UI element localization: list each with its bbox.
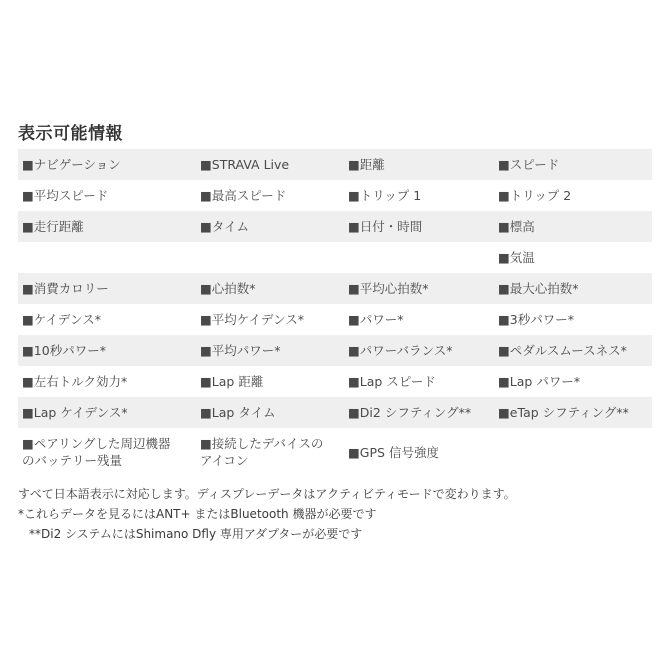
feature-label: ■接続したデバイスの: [200, 436, 324, 451]
feature-label: ■トリップ 2: [498, 188, 572, 203]
table-cell: [494, 404, 652, 421]
table-row: [18, 304, 652, 335]
table-cell: [344, 373, 494, 390]
table-row: [18, 149, 652, 180]
table-row: [18, 366, 652, 397]
feature-label: ■距離: [348, 157, 385, 172]
feature-label: ■平均心拍数*: [348, 281, 429, 296]
table-cell: [344, 404, 494, 421]
table-cell: [18, 342, 196, 359]
feature-label: ■タイム: [200, 219, 250, 234]
table-row: [18, 397, 652, 428]
table-cell: [344, 444, 494, 461]
table-cell: [18, 156, 196, 173]
feature-label: ■Di2 シフティング**: [348, 405, 472, 420]
feature-label: アイコン: [200, 453, 249, 468]
feature-label: のバッテリー残量: [22, 453, 123, 468]
table-cell: [196, 187, 344, 204]
table-cell: [196, 373, 344, 390]
table-cell: [494, 218, 652, 235]
feature-label: ■消費カロリー: [22, 281, 109, 296]
feature-label: ■走行距離: [22, 219, 84, 234]
feature-label: ■心拍数*: [200, 281, 256, 296]
table-cell: [494, 280, 652, 297]
table-row: [18, 180, 652, 211]
feature-label: ■パワーバランス*: [348, 343, 453, 358]
feature-label: ■標高: [498, 219, 535, 234]
section-title: 表示可能情報: [18, 124, 123, 144]
note-di2-requirement: **Di2 システムにはShimano Dfly 専用アダプターが必要です: [29, 527, 363, 541]
table-cell: [196, 218, 344, 235]
table-row: [18, 273, 652, 304]
feature-label: ■Lap タイム: [200, 405, 276, 420]
feature-label: ■ナビゲーション: [22, 157, 121, 172]
feature-label: ■GPS 信号強度: [348, 444, 439, 460]
feature-label: ■パワー*: [348, 312, 404, 327]
table-cell: [494, 187, 652, 204]
table-cell: [344, 218, 494, 235]
table-cell: [494, 156, 652, 173]
feature-table: [18, 149, 652, 476]
notes: [18, 484, 652, 544]
feature-label: ■最高スピード: [200, 188, 287, 203]
feature-label: ■スピード: [498, 157, 560, 172]
table-cell: [196, 404, 344, 421]
table-cell: [344, 187, 494, 204]
table-cell: [196, 280, 344, 297]
table-row: [18, 211, 652, 242]
feature-label: ■eTap シフティング**: [498, 405, 629, 420]
feature-label: ■10秒パワー*: [22, 343, 106, 358]
feature-label: ■3秒パワー*: [498, 312, 575, 327]
table-cell: [18, 404, 196, 421]
feature-label: ■左右トルク効力*: [22, 374, 128, 389]
table-cell: [196, 156, 344, 173]
table-cell: [344, 342, 494, 359]
table-cell: [344, 311, 494, 328]
feature-label: ■ケイデンス*: [22, 312, 102, 327]
table-row: [18, 242, 652, 273]
table-cell: [494, 373, 652, 390]
feature-label: ■トリップ 1: [348, 188, 422, 203]
table-row: [18, 428, 652, 476]
table-cell: [494, 342, 652, 359]
feature-label: ■Lap スピード: [348, 374, 436, 389]
table-row: [18, 335, 652, 366]
table-cell: [18, 280, 196, 297]
table-cell: [494, 311, 652, 328]
table-cell: [196, 311, 344, 328]
table-cell: [18, 187, 196, 204]
table-cell: [18, 311, 196, 328]
table-cell: [18, 373, 196, 390]
feature-label: ■Lap ケイデンス*: [22, 405, 128, 420]
feature-label: ■最大心拍数*: [498, 281, 579, 296]
table-cell: [196, 435, 344, 469]
table-cell: [18, 218, 196, 235]
feature-label: ■Lap パワー*: [498, 374, 581, 389]
table-cell: [344, 156, 494, 173]
feature-label: ■STRAVA Live: [200, 157, 290, 172]
table-cell: [18, 435, 196, 469]
note-general: すべて日本語表示に対応します。ディスプレーデータはアクティビティモードで変わります。: [18, 487, 516, 501]
feature-label: ■ペアリングした周辺機器: [22, 436, 171, 451]
table-cell: [344, 280, 494, 297]
note-sensor-requirement: *これらデータを見るにはANT+ またはBluetooth 機器が必要です: [18, 507, 377, 521]
feature-label: ■ペダルスムースネス*: [498, 343, 627, 358]
feature-label: ■Lap 距離: [200, 374, 264, 389]
feature-label: ■平均パワー*: [200, 343, 281, 358]
feature-label: ■気温: [498, 250, 535, 265]
table-cell: [494, 249, 652, 266]
feature-label: ■平均ケイデンス*: [200, 312, 305, 327]
table-cell: [196, 342, 344, 359]
feature-label: ■日付・時間: [348, 219, 423, 234]
feature-label: ■平均スピード: [22, 188, 109, 203]
